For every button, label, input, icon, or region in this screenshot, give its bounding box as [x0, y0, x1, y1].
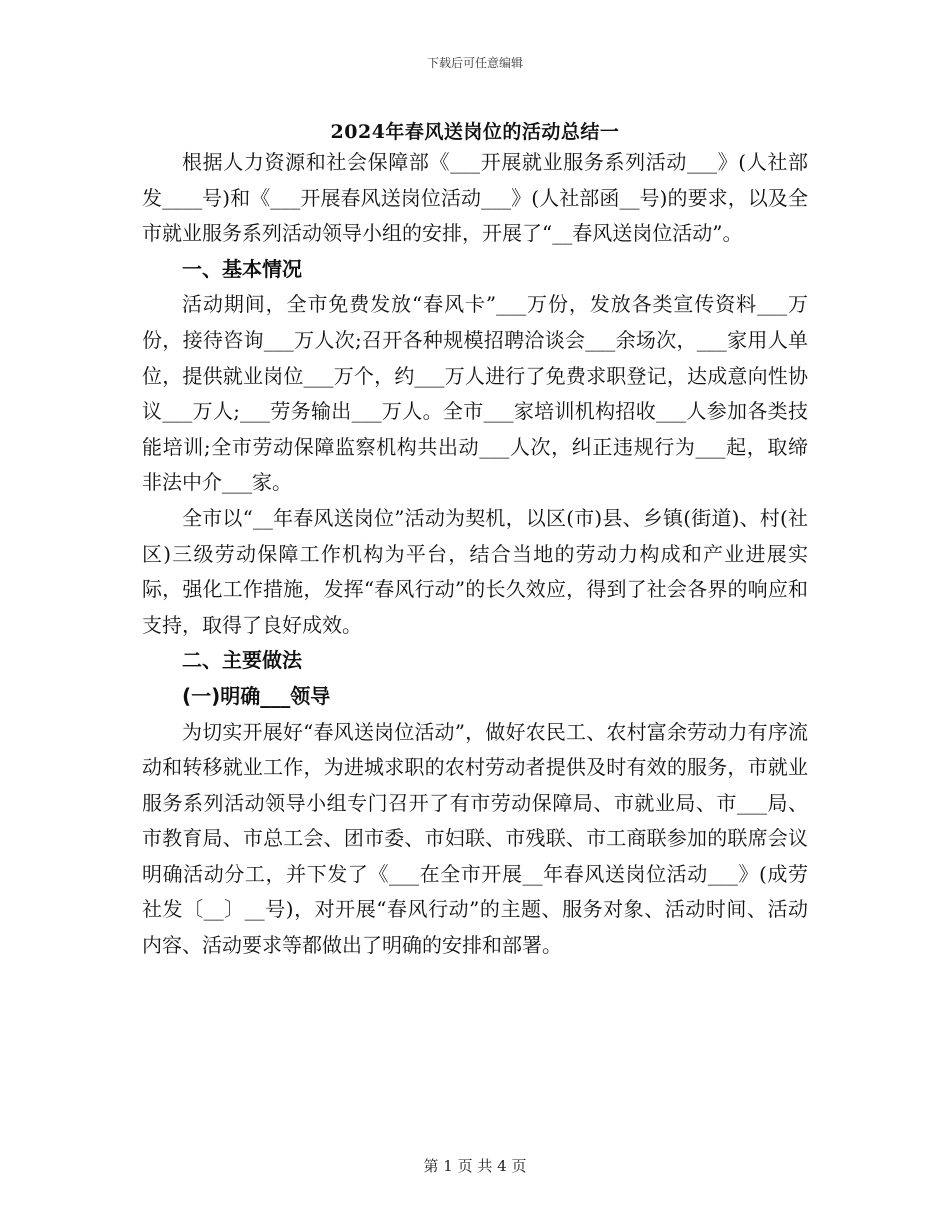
- section-heading-methods: 二、主要做法: [182, 648, 302, 673]
- subsection-heading-lead: (一)明确___领导: [182, 683, 331, 708]
- basic-results-paragraph: 全市以“__年春风送岗位”活动为契机，以区(市)县、乡镇(街道)、村(社区)三级劳动保障工作机构为平台，结合当地的劳动力构成和产业进展实际，强化工作措施，发挥“春风行动”的长久效应，得到了社会各界的响应和支持，取得了良好成效。: [142, 505, 808, 637]
- section-heading-basic: 一、基本情况: [182, 256, 302, 281]
- methods-paragraph: 为切实开展好“春风送岗位活动”，做好农民工、农村富余劳动力有序流动和转移就业工作，为进城求职的农村劳动者提供及时有效的服务，市就业服务系列活动领导小组专门召开了有市劳动保障局、市就业局、市___局、市教育局、市总工会、团市委、市妇联、市残联、市工商联参加的联席会议明确活动分工，并下发了《___在全市开展__年春风送岗位活动___》(成劳社发〔__〕__号)，对开展“春风行动”的主题、服务对象、活动时间、活动内容、活动要求等都做出了明确的安排和部署。: [142, 719, 808, 958]
- page-header: 下载后可任意编辑: [426, 56, 523, 70]
- intro-paragraph: 根据人力资源和社会保障部《___开展就业服务系列活动___》(人社部发____号)和《___开展春风送岗位活动___》(人社部函__号)的要求，以及全市就业服务系列活动领导小组的安排，开展了“__春风送岗位活动”。: [142, 150, 808, 246]
- document-title: 2024年春风送岗位的活动总结一: [330, 121, 620, 143]
- basic-stats-paragraph: 活动期间，全市免费发放“春风卡”___万份，发放各类宣传资料___万份，接待咨询___万人次;召开各种规模招聘洽谈会___余场次，___家用人单位，提供就业岗位___万个，约___万人进行了免费求职登记，达成意向性协议___万人;___劳务输出___万人。全市___家培训机构招收___人参加各类技能培训;全市劳动保障监察机构共出动___人次，纠正违规行为___起，取缔非法中介___家。: [142, 292, 808, 495]
- page-footer: 第 1 页 共 4 页: [423, 1157, 527, 1175]
- document-body: [142, 145, 808, 964]
